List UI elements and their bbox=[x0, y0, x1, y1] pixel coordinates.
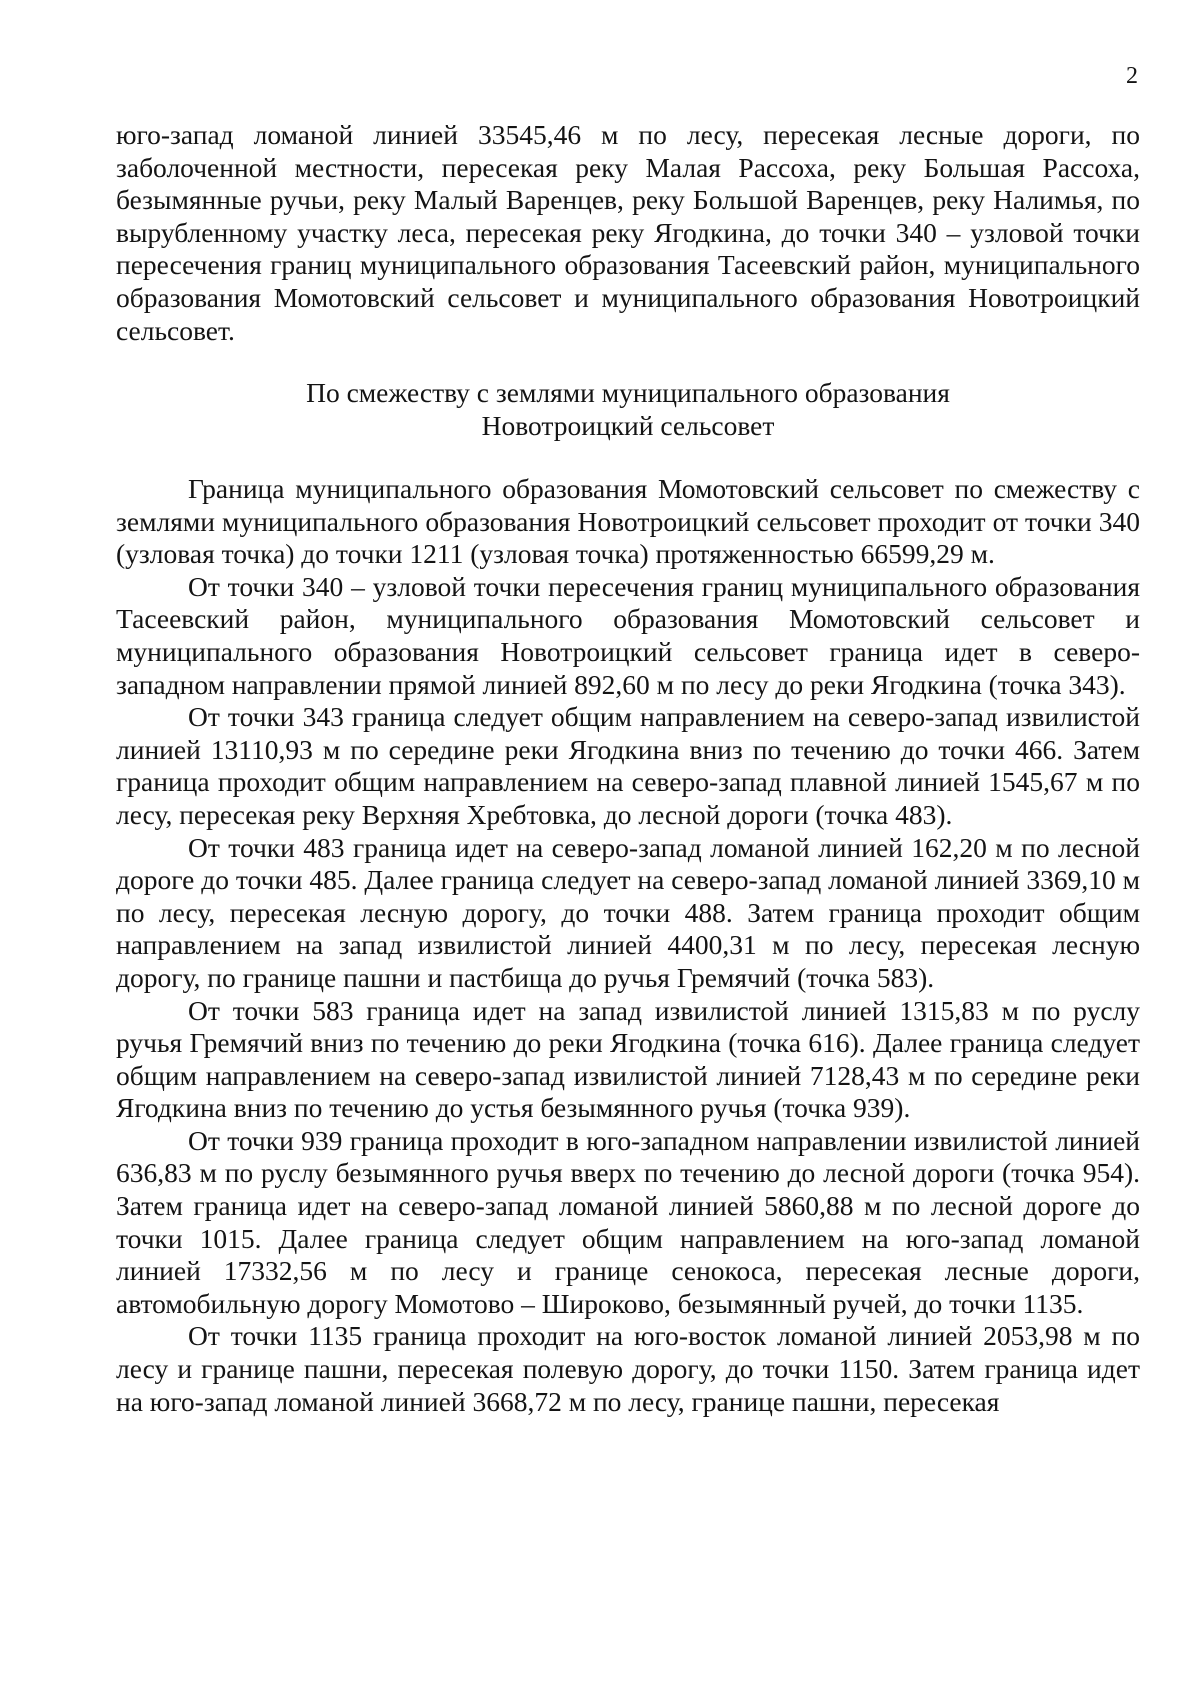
page-number: 2 bbox=[1126, 63, 1138, 89]
section-heading-line-2: Новотроицкий сельсовет bbox=[481, 410, 775, 441]
paragraph: От точки 1135 граница проходит на юго-восток ломаной линией 2053,98 м по лесу и границе пашни, пересекая полевую дорогу, до точки 1150. Затем граница идет на юго-запад ломаной линией 3668,72 м по лесу, границе пашни, пересекая bbox=[116, 1320, 1140, 1417]
main-text-block bbox=[116, 473, 1140, 1418]
lead-paragraph-block bbox=[116, 119, 1140, 347]
paragraph: От точки 939 граница проходит в юго-западном направлении извилистой линией 636,83 м по руслу безымянного ручья вверх по течению до лесной дороги (точка 954). Затем граница идет на северо-запад ломаной линией 5860,88 м по лесной дороге до точки 1015. Далее граница следует общим направлением на юго-запад ломаной линией 17332,56 м по лесу и границе сенокоса, пересекая лесные дороги, автомобильную дорогу Момотово – Широково, безымянный ручей, до точки 1135. bbox=[116, 1124, 1140, 1319]
paragraph: От точки 340 – узловой точки пересечения границ муниципального образования Тасеевский район, муниципального образования Момотовский сельсовет и муниципального образования Новотроицкий сельсовет граница идет в северо-западном направлении прямой линией 892,60 м по лесу до реки Ягодкина (точка 343). bbox=[116, 570, 1140, 700]
lead-paragraph: юго-запад ломаной линией 33545,46 м по лесу, пересекая лесные дороги, по заболоченной местности, пересекая реку Малая Рассоха, реку Большая Рассоха, безымянные ручьи, реку Малый Варенцев, реку Большой Варенцев, реку Налимья, по вырубленному участку леса, пересекая реку Ягодкина, до точки 340 – узловой точки пересечения границ муниципального образования Тасеевский район, муниципального образования Момотовский сельсовет и муниципального образования Новотроицкий сельсовет. bbox=[116, 119, 1140, 346]
section-heading bbox=[116, 376, 1140, 442]
section-heading-line-1: По смежеству с землями муниципального образования bbox=[306, 377, 950, 408]
paragraph: Граница муниципального образования Момотовский сельсовет по смежеству с землями муниципального образования Новотроицкий сельсовет проходит от точки 340 (узловая точка) до точки 1211 (узловая точка) протяженностью 66599,29 м. bbox=[116, 473, 1140, 570]
paragraph: От точки 483 граница идет на северо-запад ломаной линией 162,20 м по лесной дороге до точки 485. Далее граница следует на северо-запад ломаной линией 3369,10 м по лесу, пересекая лесную дорогу, до точки 488. Затем граница проходит общим направлением на запад извилистой линией 4400,31 м по лесу, пересекая лесную дорогу, по границе пашни и пастбища до ручья Гремячий (точка 583). bbox=[116, 831, 1140, 993]
paragraph: От точки 343 граница следует общим направлением на северо-запад извилистой линией 13110,93 м по середине реки Ягодкина вниз по течению до точки 466. Затем граница проходит общим направлением на северо-запад плавной линией 1545,67 м по лесу, пересекая реку Верхняя Хребтовка, до лесной дороги (точка 483). bbox=[116, 701, 1140, 830]
paragraph: От точки 583 граница идет на запад извилистой линией 1315,83 м по руслу ручья Гремячий вниз по течению до реки Ягодкина (точка 616). Далее граница следует общим направлением на северо-запад извилистой линией 7128,43 м по середине реки Ягодкина вниз по течению до устья безымянного ручья (точка 939). bbox=[116, 994, 1140, 1124]
